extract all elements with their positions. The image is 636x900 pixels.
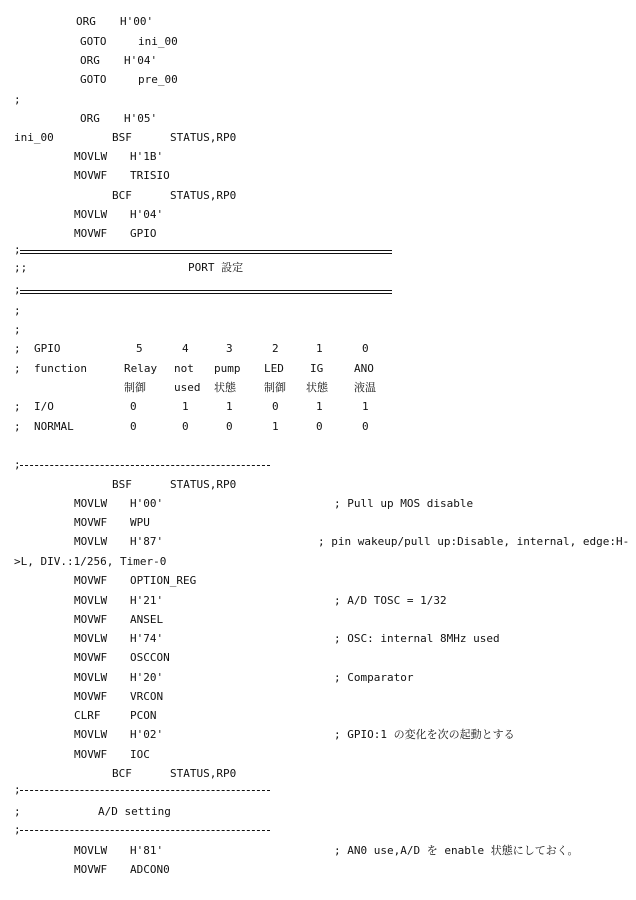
code-line-11-token-1: GPIO	[130, 227, 157, 240]
separator-rule-1	[20, 290, 392, 294]
code-line-18-token-1: I/O	[34, 400, 54, 413]
code-line-24-token-0: >L, DIV.:1/256, Timer-0	[14, 555, 167, 568]
code-line-33-token-2: ; GPIO:1 の変化を次の起動とする	[334, 728, 515, 741]
code-line-37-token-0: MOVLW	[74, 844, 108, 857]
code-line-5-token-1: H'05'	[124, 112, 158, 125]
code-line-37-token-2: ; AN0 use,A/D を enable 状態にしておく。	[334, 844, 579, 857]
separator-semicolon-1: ;	[14, 283, 21, 296]
code-line-19-token-4: 0	[226, 420, 233, 433]
code-line-2-token-0: ORG	[80, 54, 100, 67]
code-line-18-token-7: 1	[362, 400, 369, 413]
code-line-3-token-0: GOTO	[80, 73, 107, 86]
code-line-20-token-0: BSF	[112, 478, 132, 491]
code-line-14-token-0: ;	[14, 323, 21, 336]
code-line-6-token-2: STATUS,RP0	[170, 131, 237, 144]
separator-rule-3	[20, 790, 270, 791]
separator-semicolon-0: ;	[14, 243, 21, 256]
code-line-4-token-0: ;	[14, 93, 21, 106]
code-line-16-token-3: not	[174, 362, 194, 375]
separator-rule-0	[20, 250, 392, 254]
code-line-26-token-0: MOVLW	[74, 594, 108, 607]
code-line-30-token-0: MOVLW	[74, 671, 108, 684]
code-line-15-token-3: 4	[182, 342, 189, 355]
code-line-33-token-1: H'02'	[130, 728, 164, 741]
code-line-7-token-0: MOVLW	[74, 150, 108, 163]
code-line-19-token-3: 0	[182, 420, 189, 433]
code-line-22-token-0: MOVWF	[74, 516, 108, 529]
code-line-36-token-1: A/D setting	[98, 805, 171, 818]
separator-rule-4	[20, 830, 270, 831]
code-line-18-token-2: 0	[130, 400, 137, 413]
code-line-19-token-7: 0	[362, 420, 369, 433]
code-line-9-token-0: BCF	[112, 189, 132, 202]
code-line-20-token-1: STATUS,RP0	[170, 478, 237, 491]
code-line-17-token-4: 状態	[306, 381, 328, 394]
code-line-29-token-1: OSCCON	[130, 651, 170, 664]
code-line-33-token-0: MOVLW	[74, 728, 108, 741]
code-line-19-token-0: ;	[14, 420, 21, 433]
code-line-15-token-5: 2	[272, 342, 279, 355]
code-line-38-token-1: ADCON0	[130, 863, 170, 876]
code-line-34-token-1: IOC	[130, 748, 150, 761]
code-line-15-token-4: 3	[226, 342, 233, 355]
code-line-6-token-0: ini_00	[14, 131, 54, 144]
code-line-29-token-0: MOVWF	[74, 651, 108, 664]
code-line-1-token-0: GOTO	[80, 35, 107, 48]
code-line-37-token-1: H'81'	[130, 844, 164, 857]
code-line-31-token-1: VRCON	[130, 690, 164, 703]
code-line-15-token-1: GPIO	[34, 342, 61, 355]
code-line-6-token-1: BSF	[112, 131, 132, 144]
code-line-3-token-1: pre_00	[138, 73, 178, 86]
code-line-17-token-0: 制御	[124, 381, 146, 394]
code-line-10-token-1: H'04'	[130, 208, 164, 221]
code-line-16-token-2: Relay	[124, 362, 158, 375]
code-line-16-token-1: function	[34, 362, 87, 375]
code-line-28-token-0: MOVLW	[74, 632, 108, 645]
code-line-21-token-2: ; Pull up MOS disable	[334, 497, 474, 510]
code-line-16-token-4: pump	[214, 362, 241, 375]
code-line-11-token-0: MOVWF	[74, 227, 108, 240]
code-line-30-token-2: ; Comparator	[334, 671, 414, 684]
code-line-19-token-2: 0	[130, 420, 137, 433]
code-line-35-token-0: BCF	[112, 767, 132, 780]
code-line-17-token-1: used	[174, 381, 201, 394]
code-line-17-token-3: 制御	[264, 381, 286, 394]
code-line-15-token-6: 1	[316, 342, 323, 355]
code-line-25-token-1: OPTION_REG	[130, 574, 197, 587]
code-line-16-token-7: ANO	[354, 362, 374, 375]
code-line-19-token-5: 1	[272, 420, 279, 433]
code-line-8-token-0: MOVWF	[74, 169, 108, 182]
code-line-31-token-0: MOVWF	[74, 690, 108, 703]
code-line-18-token-3: 1	[182, 400, 189, 413]
code-line-17-token-2: 状態	[214, 381, 236, 394]
code-line-18-token-6: 1	[316, 400, 323, 413]
code-line-0-token-0: ORG	[76, 15, 96, 28]
code-line-8-token-1: TRISIO	[130, 169, 170, 182]
code-line-27-token-0: MOVWF	[74, 613, 108, 626]
code-line-12-token-0: ;;	[14, 261, 28, 274]
code-line-23-token-2: ; pin wakeup/pull up:Disable, internal, edge:H-	[318, 535, 630, 548]
separator-semicolon-4: ;	[14, 823, 21, 836]
code-line-7-token-1: H'1B'	[130, 150, 164, 163]
code-line-10-token-0: MOVLW	[74, 208, 108, 221]
code-line-18-token-0: ;	[14, 400, 21, 413]
code-line-30-token-1: H'20'	[130, 671, 164, 684]
code-line-26-token-1: H'21'	[130, 594, 164, 607]
code-line-34-token-0: MOVWF	[74, 748, 108, 761]
code-line-17-token-5: 液温	[354, 381, 376, 394]
code-line-16-token-6: IG	[310, 362, 324, 375]
code-line-21-token-1: H'00'	[130, 497, 164, 510]
code-line-32-token-0: CLRF	[74, 709, 101, 722]
code-line-19-token-1: NORMAL	[34, 420, 74, 433]
code-line-18-token-5: 0	[272, 400, 279, 413]
code-line-28-token-1: H'74'	[130, 632, 164, 645]
code-line-26-token-2: ; A/D TOSC = 1/32	[334, 594, 447, 607]
code-line-9-token-1: STATUS,RP0	[170, 189, 237, 202]
code-line-22-token-1: WPU	[130, 516, 150, 529]
code-line-23-token-1: H'87'	[130, 535, 164, 548]
code-line-36-token-0: ;	[14, 805, 21, 818]
code-line-23-token-0: MOVLW	[74, 535, 108, 548]
code-line-21-token-0: MOVLW	[74, 497, 108, 510]
separator-rule-2	[20, 465, 270, 466]
code-line-16-token-5: LED	[264, 362, 284, 375]
code-line-38-token-0: MOVWF	[74, 863, 108, 876]
code-line-5-token-0: ORG	[80, 112, 100, 125]
code-line-15-token-2: 5	[136, 342, 143, 355]
code-line-16-token-0: ;	[14, 362, 21, 375]
code-line-0-token-1: H'00'	[120, 15, 154, 28]
code-line-18-token-4: 1	[226, 400, 233, 413]
code-line-35-token-1: STATUS,RP0	[170, 767, 237, 780]
separator-semicolon-2: ;	[14, 458, 21, 471]
code-line-19-token-6: 0	[316, 420, 323, 433]
code-line-13-token-0: ;	[14, 304, 21, 317]
code-line-32-token-1: PCON	[130, 709, 157, 722]
separator-semicolon-3: ;	[14, 783, 21, 796]
code-line-1-token-1: ini_00	[138, 35, 178, 48]
code-line-25-token-0: MOVWF	[74, 574, 108, 587]
code-line-27-token-1: ANSEL	[130, 613, 164, 626]
code-line-2-token-1: H'04'	[124, 54, 158, 67]
code-line-12-token-1: PORT 設定	[188, 261, 244, 274]
code-line-15-token-7: 0	[362, 342, 369, 355]
code-line-15-token-0: ;	[14, 342, 21, 355]
code-line-28-token-2: ; OSC: internal 8MHz used	[334, 632, 500, 645]
